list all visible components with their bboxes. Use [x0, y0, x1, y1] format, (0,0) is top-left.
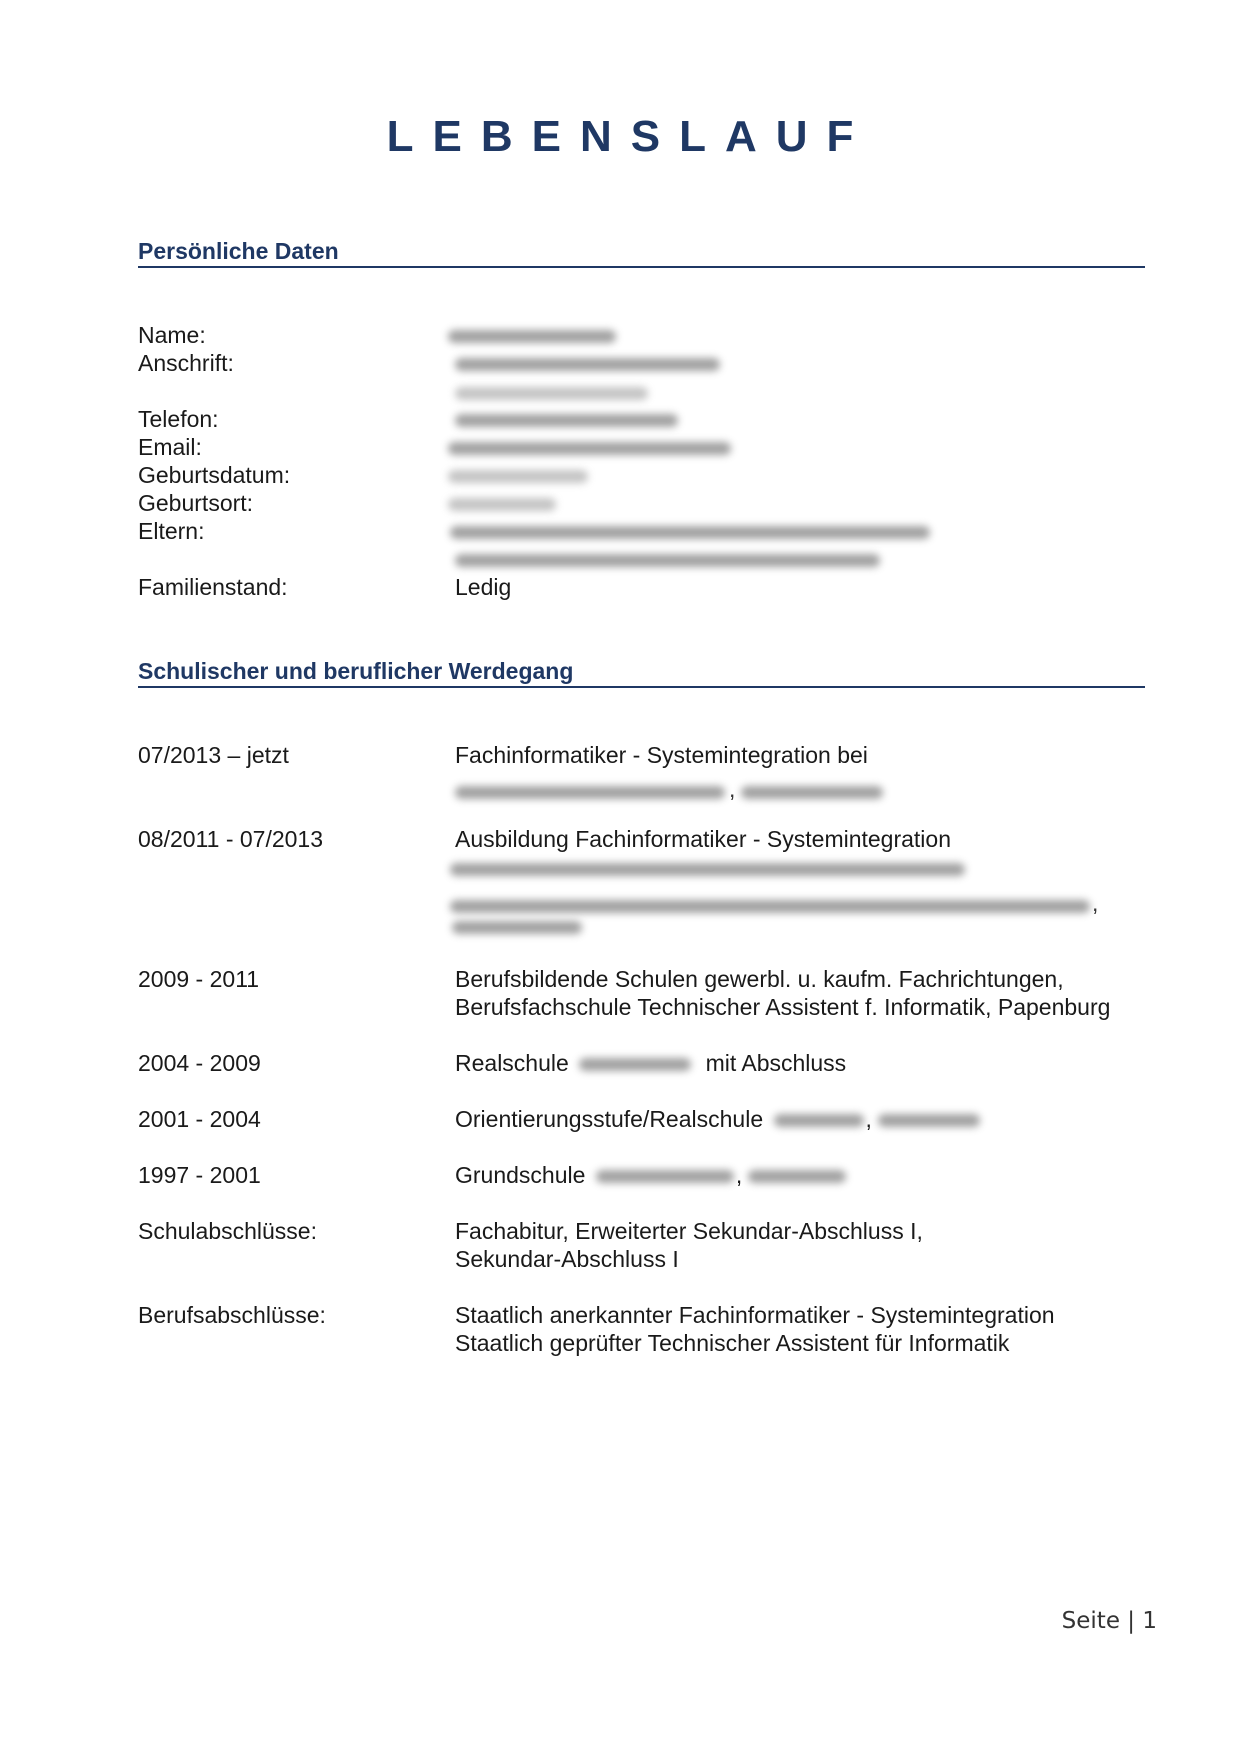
parents-line2-redacted [455, 552, 880, 570]
career-period: 2001 - 2004 [138, 1106, 261, 1132]
name-value-redacted [448, 328, 616, 346]
parents-label: Eltern: [138, 518, 205, 544]
career-period: 08/2011 - 07/2013 [138, 826, 324, 852]
phone-value-redacted [455, 412, 678, 430]
school-degrees-label: Schulabschlüsse: [138, 1218, 317, 1244]
email-value-redacted [448, 440, 731, 458]
school-city-redacted [748, 1170, 846, 1183]
section-heading-career: Schulischer und beruflicher Werdegang [138, 656, 1145, 688]
job-degrees-label: Berufsabschlüsse: [138, 1302, 326, 1328]
job-degrees-line2: Staatlich geprüfter Technischer Assistent für Informatik [455, 1330, 1010, 1356]
birthdate-label: Geburtsdatum: [138, 462, 291, 488]
career-company-line1-redacted [450, 861, 965, 879]
birthplace-label: Geburtsort: [138, 490, 254, 516]
phone-label: Telefon: [138, 406, 219, 432]
career-period: 2004 - 2009 [138, 1050, 261, 1076]
career-description-line2: Berufsfachschule Technischer Assistent f. Informatik, Papenburg [455, 994, 1111, 1020]
section-heading-personal: Persönliche Daten [138, 236, 1145, 268]
school-name-redacted [774, 1114, 864, 1127]
marital-status-value: Ledig [455, 574, 512, 600]
career-company-line3-redacted [452, 919, 582, 937]
address-line1-redacted [455, 356, 720, 374]
job-degrees-line1: Staatlich anerkannter Fachinformatiker - Systemintegration [455, 1302, 1055, 1328]
school-name-redacted [596, 1170, 734, 1183]
email-label: Email: [138, 434, 202, 460]
career-period: 1997 - 2001 [138, 1162, 261, 1188]
career-period: 2009 - 2011 [138, 966, 260, 992]
document-title: LEBENSLAUF [386, 112, 873, 161]
career-company-line2-redacted: , [450, 890, 1098, 917]
career-description: Fachinformatiker - Systemintegration bei [455, 742, 868, 768]
birthdate-value-redacted [448, 468, 588, 486]
birthplace-value-redacted [448, 496, 556, 514]
address-line2-redacted [455, 385, 648, 403]
school-degrees-line1: Fachabitur, Erweiterter Sekundar-Abschluss I, [455, 1218, 923, 1244]
career-description-text: Orientierungsstufe/Realschule [455, 1106, 764, 1132]
career-description-suffix: mit Abschluss [705, 1050, 847, 1076]
page-number: Seite | 1 [1061, 1608, 1157, 1634]
address-label: Anschrift: [138, 350, 234, 376]
parents-line1-redacted [450, 524, 930, 542]
marital-status-label: Familienstand: [138, 574, 288, 600]
school-degrees-line2: Sekundar-Abschluss I [455, 1246, 679, 1272]
career-employer-redacted: , [455, 776, 883, 803]
career-period: 07/2013 – jetzt [138, 742, 289, 768]
career-description: Orientierungsstufe/Realschule , [455, 1105, 980, 1133]
career-description-text: Grundschule [455, 1162, 586, 1188]
school-city-redacted [878, 1114, 980, 1127]
name-label: Name: [138, 322, 206, 348]
career-description: Ausbildung Fachinformatiker - Systemintegration [455, 826, 952, 852]
career-description [455, 1049, 846, 1077]
career-description: Grundschule , [455, 1161, 846, 1189]
school-name-redacted [579, 1058, 691, 1071]
career-description-text: Realschule [455, 1050, 569, 1076]
career-description: Berufsbildende Schulen gewerbl. u. kaufm. Fachrichtungen, [455, 966, 1064, 992]
